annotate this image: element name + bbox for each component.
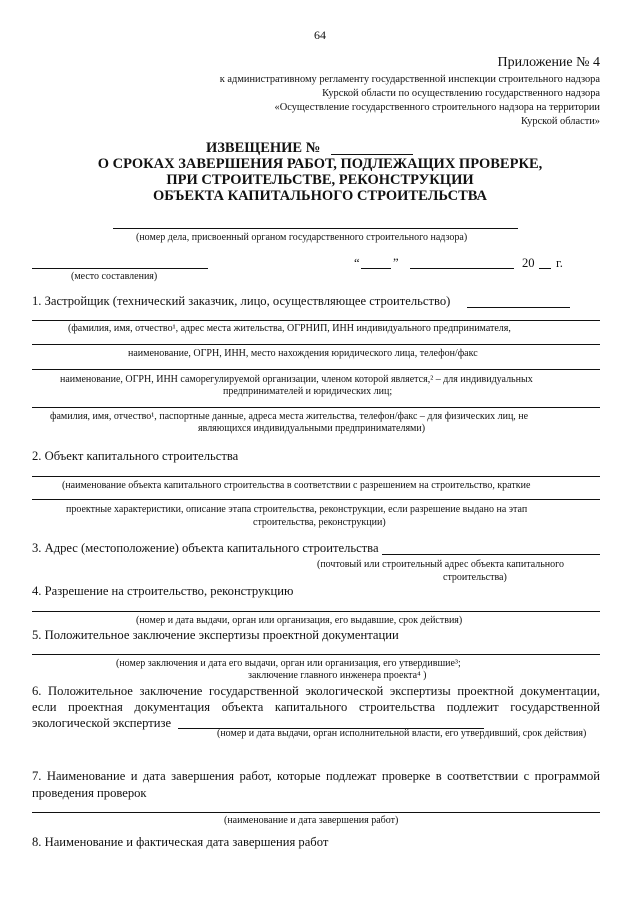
date-day-line (361, 268, 391, 269)
section-6-line: 6. Положительное заключение государственной экологической экспертизы проектной документации, (32, 684, 600, 698)
notice-heading-line: ОБЪЕКТА КАПИТАЛЬНОГО СТРОИТЕЛЬСТВА (153, 188, 487, 204)
section-5-caption: заключение главного инженера проекта⁴ ) (248, 670, 427, 681)
notice-heading-line: ПРИ СТРОИТЕЛЬСТВЕ, РЕКОНСТРУКЦИИ (166, 172, 474, 188)
section-6-line: если проектная документация объекта капитального строительства подлежит государственной (32, 700, 600, 714)
section-7-line: проведения проверок (32, 786, 147, 800)
section-2-label: 2. Объект капитального строительства (32, 449, 239, 463)
place-line (32, 268, 208, 269)
fill-line (32, 407, 600, 408)
section-2-caption: (наименование объекта капитального строительства в соответствии с разрешением на строительство, краткие (62, 480, 531, 491)
section-1-caption: наименование, ОГРН, ИНН, место нахождения юридического лица, телефон/факс (128, 348, 478, 359)
section-4-label: 4. Разрешение на строительство, реконструкцию (32, 584, 294, 598)
section-1-label: 1. Застройщик (технический заказчик, лицо, осуществляющее строительство) (32, 294, 451, 308)
fill-line (32, 344, 600, 345)
notice-title: ИЗВЕЩЕНИЕ № (206, 140, 321, 156)
section-3-label: 3. Адрес (местоположение) объекта капитального строительства (32, 541, 379, 555)
case-number-line (113, 228, 518, 229)
notice-heading-line: О СРОКАХ ЗАВЕРШЕНИЯ РАБОТ, ПОДЛЕЖАЩИХ ПРОВЕРКЕ, (97, 156, 543, 172)
section-2-caption: проектные характеристики, описание этапа строительства, реконструкции, если разрешение выдано на этап (66, 504, 528, 515)
date-month-line (410, 268, 514, 269)
section-2-caption: строительства, реконструкции) (253, 517, 386, 528)
section-8-label: 8. Наименование и фактическая дата завершения работ (32, 835, 329, 849)
appendix-line: Курской области» (521, 116, 600, 127)
date-close-quote: ” (393, 256, 399, 270)
case-number-caption: (номер дела, присвоенный органом государственного строительного надзора) (136, 232, 468, 243)
section-7-line: 7. Наименование и дата завершения работ, которые подлежат проверке в соответствии с программой (32, 769, 600, 783)
fill-line (32, 476, 600, 477)
section-3-inline-line (382, 554, 600, 555)
section-6-line: экологической экспертизе (32, 716, 172, 730)
section-4-caption: (номер и дата выдачи, орган или организация, его выдавшие, срок действия) (136, 615, 463, 626)
section-3-caption: (почтовый или строительный адрес объекта капитального (317, 559, 564, 570)
section-1-caption: наименование, ОГРН, ИНН саморегулируемой организации, членом которой является,² – для индивидуальных (60, 374, 533, 385)
section-5-label: 5. Положительное заключение экспертизы проектной документации (32, 628, 399, 642)
date-year-suffix: г. (556, 256, 563, 270)
fill-line (32, 320, 600, 321)
fill-line (32, 812, 600, 813)
fill-line (32, 499, 600, 500)
section-6-caption: (номер и дата выдачи, орган исполнительной власти, его утвердивший, срок действия) (217, 728, 587, 739)
section-1-inline-line (467, 307, 570, 308)
section-3-caption: строительства) (443, 572, 507, 583)
date-open-quote: “ (354, 256, 360, 270)
section-5-caption: (номер заключения и дата его выдачи, орган или организация, его утвердившие³; (116, 658, 461, 669)
appendix-line: Курской области по осуществлению государственного надзора (322, 88, 600, 99)
place-caption: (место составления) (71, 271, 158, 282)
section-7-caption: (наименование и дата завершения работ) (224, 815, 399, 826)
fill-line (32, 369, 600, 370)
section-1-caption: фамилия, имя, отчество¹, паспортные данные, адреса места жительства, телефон/факс – для физических лиц, не (50, 411, 529, 422)
section-1-caption: (фамилия, имя, отчество¹, адрес места жительства, ОГРНИП, ИНН индивидуального предпринимателя, (68, 323, 511, 334)
page-number: 64 (314, 28, 326, 42)
appendix-title: Приложение № 4 (497, 55, 600, 70)
notice-number-line (331, 154, 413, 155)
section-1-caption: предпринимателей и юридических лиц; (223, 386, 393, 397)
fill-line (32, 654, 600, 655)
date-year-line (539, 268, 551, 269)
section-1-caption: являющихся индивидуальными предпринимателями) (198, 423, 426, 434)
fill-line (32, 611, 600, 612)
appendix-line: «Осуществление государственного строительного надзора на территории (274, 102, 600, 113)
appendix-line: к административному регламенту государственной инспекции строительного надзора (219, 74, 600, 85)
date-year-prefix: 20 (522, 256, 535, 270)
